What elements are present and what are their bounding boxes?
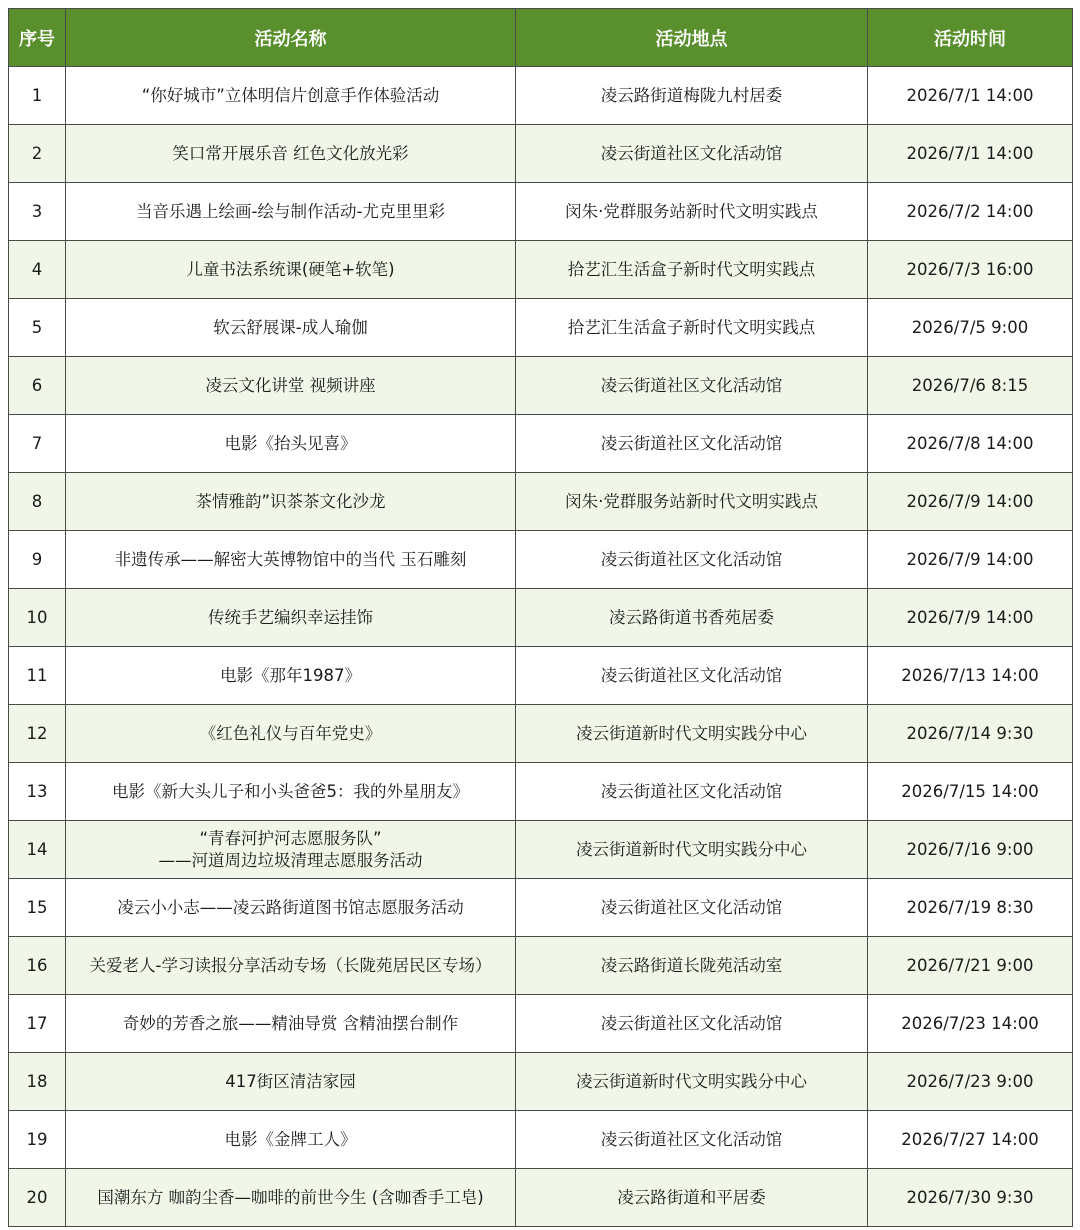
table-row xyxy=(9,357,1073,415)
cell-activity-place: 闵朱·党群服务站新时代文明实践点 xyxy=(516,473,868,531)
table-row xyxy=(9,531,1073,589)
cell-number: 7 xyxy=(9,415,66,473)
cell-activity-place: 凌云街道社区文化活动馆 xyxy=(516,879,868,937)
cell-number: 12 xyxy=(9,705,66,763)
cell-activity-time: 2026/7/23 14:00 xyxy=(868,995,1073,1053)
table-row xyxy=(9,1111,1073,1169)
cell-activity-name: 凌云小小志——凌云路街道图书馆志愿服务活动 xyxy=(66,879,516,937)
cell-number: 16 xyxy=(9,937,66,995)
cell-number: 19 xyxy=(9,1111,66,1169)
cell-activity-time: 2026/7/23 9:00 xyxy=(868,1053,1073,1111)
activity-name-line-2: ——河道周边垃圾清理志愿服务活动 xyxy=(158,850,423,870)
table-row xyxy=(9,821,1073,879)
cell-activity-time: 2026/7/6 8:15 xyxy=(868,357,1073,415)
cell-activity-time: 2026/7/27 14:00 xyxy=(868,1111,1073,1169)
cell-activity-time: 2026/7/30 9:30 xyxy=(868,1169,1073,1227)
table-row xyxy=(9,995,1073,1053)
cell-activity-time: 2026/7/14 9:30 xyxy=(868,705,1073,763)
table-body xyxy=(9,67,1073,1227)
table-header xyxy=(9,9,1073,67)
cell-activity-name: 当音乐遇上绘画-绘与制作活动-尤克里里彩 xyxy=(66,183,516,241)
table-row xyxy=(9,299,1073,357)
cell-activity-place: 凌云街道社区文化活动馆 xyxy=(516,357,868,415)
table-row xyxy=(9,67,1073,125)
header-number: 序号 xyxy=(9,9,66,67)
header-activity-place: 活动地点 xyxy=(516,9,868,67)
header-activity-name: 活动名称 xyxy=(66,9,516,67)
cell-activity-time: 2026/7/1 14:00 xyxy=(868,67,1073,125)
cell-number: 5 xyxy=(9,299,66,357)
cell-activity-time: 2026/7/16 9:00 xyxy=(868,821,1073,879)
cell-number: 14 xyxy=(9,821,66,879)
table-row xyxy=(9,241,1073,299)
cell-activity-name: 电影《抬头见喜》 xyxy=(66,415,516,473)
table-row xyxy=(9,183,1073,241)
cell-activity-time: 2026/7/2 14:00 xyxy=(868,183,1073,241)
cell-number: 18 xyxy=(9,1053,66,1111)
cell-activity-place: 闵朱·党群服务站新时代文明实践点 xyxy=(516,183,868,241)
cell-activity-name xyxy=(66,821,516,879)
cell-activity-name: 417街区清洁家园 xyxy=(66,1053,516,1111)
cell-activity-time: 2026/7/3 16:00 xyxy=(868,241,1073,299)
cell-activity-name: 传统手艺编织幸运挂饰 xyxy=(66,589,516,647)
cell-number: 13 xyxy=(9,763,66,821)
cell-activity-time: 2026/7/8 14:00 xyxy=(868,415,1073,473)
cell-number: 6 xyxy=(9,357,66,415)
cell-activity-place: 凌云路街道长陇苑活动室 xyxy=(516,937,868,995)
activity-schedule-table xyxy=(8,8,1073,1227)
activity-name-line-1: “青春河护河志愿服务队” xyxy=(199,828,382,848)
table-row xyxy=(9,763,1073,821)
cell-activity-name: 奇妙的芳香之旅——精油导赏 含精油摆台制作 xyxy=(66,995,516,1053)
cell-number: 2 xyxy=(9,125,66,183)
cell-activity-place: 凌云街道社区文化活动馆 xyxy=(516,995,868,1053)
cell-activity-place: 凌云街道新时代文明实践分中心 xyxy=(516,705,868,763)
table-row xyxy=(9,125,1073,183)
cell-activity-name: 软云舒展课-成人瑜伽 xyxy=(66,299,516,357)
cell-activity-name: 凌云文化讲堂 视频讲座 xyxy=(66,357,516,415)
cell-activity-place: 凌云街道社区文化活动馆 xyxy=(516,125,868,183)
header-row xyxy=(9,9,1073,67)
cell-activity-place: 凌云街道社区文化活动馆 xyxy=(516,647,868,705)
cell-activity-time: 2026/7/9 14:00 xyxy=(868,473,1073,531)
cell-number: 17 xyxy=(9,995,66,1053)
cell-activity-name: 儿童书法系统课(硬笔+软笔) xyxy=(66,241,516,299)
cell-number: 1 xyxy=(9,67,66,125)
cell-number: 9 xyxy=(9,531,66,589)
cell-activity-name: 电影《新大头儿子和小头爸爸5：我的外星朋友》 xyxy=(66,763,516,821)
cell-activity-time: 2026/7/21 9:00 xyxy=(868,937,1073,995)
cell-activity-place: 凌云路街道书香苑居委 xyxy=(516,589,868,647)
table-row xyxy=(9,1169,1073,1227)
table-row xyxy=(9,589,1073,647)
cell-number: 10 xyxy=(9,589,66,647)
table-row xyxy=(9,647,1073,705)
cell-activity-name: 国潮东方 咖韵尘香—咖啡的前世今生 (含咖香手工皂) xyxy=(66,1169,516,1227)
cell-activity-place: 凌云街道新时代文明实践分中心 xyxy=(516,1053,868,1111)
cell-activity-place: 拾艺汇生活盒子新时代文明实践点 xyxy=(516,299,868,357)
cell-activity-place: 凌云街道社区文化活动馆 xyxy=(516,415,868,473)
cell-number: 8 xyxy=(9,473,66,531)
table-row xyxy=(9,415,1073,473)
cell-activity-name: “你好城市”立体明信片创意手作体验活动 xyxy=(66,67,516,125)
table-row xyxy=(9,937,1073,995)
cell-activity-time: 2026/7/1 14:00 xyxy=(868,125,1073,183)
cell-number: 11 xyxy=(9,647,66,705)
cell-activity-name: 笑口常开展乐音 红色文化放光彩 xyxy=(66,125,516,183)
cell-activity-place: 凌云街道社区文化活动馆 xyxy=(516,763,868,821)
cell-number: 20 xyxy=(9,1169,66,1227)
cell-activity-time: 2026/7/15 14:00 xyxy=(868,763,1073,821)
cell-activity-place: 凌云路街道梅陇九村居委 xyxy=(516,67,868,125)
cell-activity-place: 凌云路街道和平居委 xyxy=(516,1169,868,1227)
table-row xyxy=(9,879,1073,937)
table-row xyxy=(9,1053,1073,1111)
cell-activity-time: 2026/7/9 14:00 xyxy=(868,531,1073,589)
cell-activity-time: 2026/7/5 9:00 xyxy=(868,299,1073,357)
cell-activity-place: 凌云街道社区文化活动馆 xyxy=(516,1111,868,1169)
cell-activity-time: 2026/7/19 8:30 xyxy=(868,879,1073,937)
cell-activity-name: 电影《金牌工人》 xyxy=(66,1111,516,1169)
cell-number: 3 xyxy=(9,183,66,241)
cell-number: 15 xyxy=(9,879,66,937)
header-activity-time: 活动时间 xyxy=(868,9,1073,67)
cell-activity-place: 凌云街道社区文化活动馆 xyxy=(516,531,868,589)
cell-number: 4 xyxy=(9,241,66,299)
cell-activity-name: 电影《那年1987》 xyxy=(66,647,516,705)
cell-activity-name: 非遗传承——解密大英博物馆中的当代 玉石雕刻 xyxy=(66,531,516,589)
table-row xyxy=(9,705,1073,763)
cell-activity-time: 2026/7/13 14:00 xyxy=(868,647,1073,705)
cell-activity-place: 拾艺汇生活盒子新时代文明实践点 xyxy=(516,241,868,299)
cell-activity-name: 关爱老人-学习读报分享活动专场（长陇苑居民区专场） xyxy=(66,937,516,995)
table-row xyxy=(9,473,1073,531)
cell-activity-name: 《红色礼仪与百年党史》 xyxy=(66,705,516,763)
cell-activity-time: 2026/7/9 14:00 xyxy=(868,589,1073,647)
cell-activity-name: 茶情雅韵”识茶茶文化沙龙 xyxy=(66,473,516,531)
schedule-table-wrapper xyxy=(8,8,1072,1227)
cell-activity-place: 凌云街道新时代文明实践分中心 xyxy=(516,821,868,879)
